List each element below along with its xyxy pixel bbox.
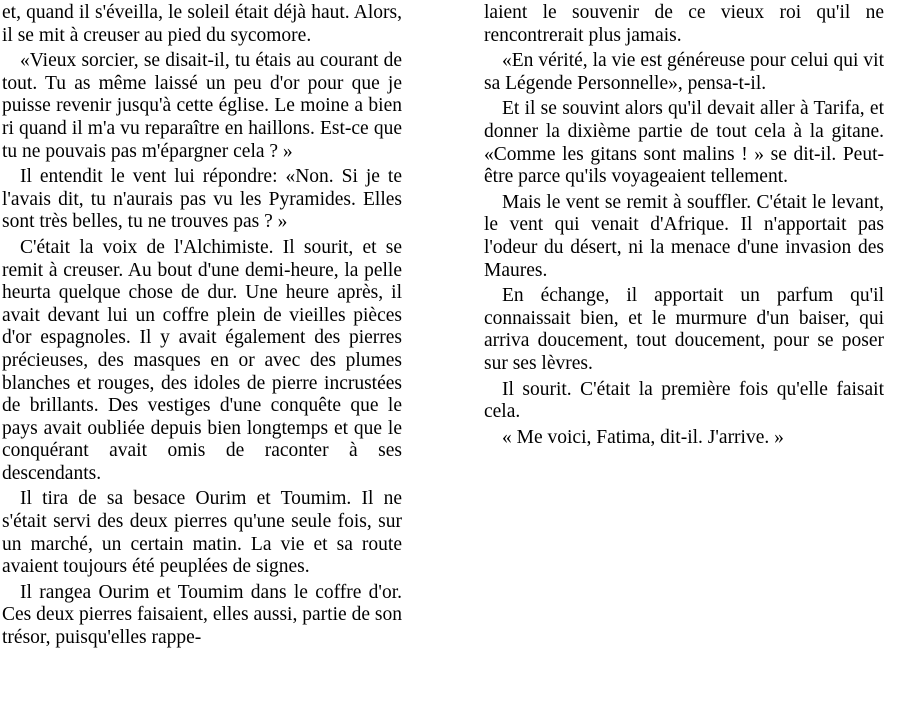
paragraph: C'était la voix de l'Alchimiste. Il sourit, et se remit à creuser. Au bout d'une demi-heure, la pelle heurta quelque chose de dur. Une heure après, il avait devant lui un coffre plein de vieilles pièces d'or espagnoles. Il y avait également des pierres précieuses, des masques en or avec des plumes blanches et rouges, des idoles de pierre incrustées de brillants. Des vestiges d'une conquête que le pays avait oubliée depuis bien longtemps et que le conquérant avait omis de raconter à ses descendants.: [2, 236, 402, 484]
paragraph: « Me voici, Fatima, dit-il. J'arrive. »: [502, 426, 784, 448]
paragraph: Et il se souvint alors qu'il devait aller à Tarifa, et donner la dixième partie de tout cela à la gitane. «Comme les gitans sont malins ! » se dit-il. Peut-être parce qu'ils voyageaient tellement.: [484, 98, 884, 188]
paragraph: En échange, il apportait un parfum qu'il connaissait bien, et le murmure d'un baiser, qui arriva doucement, tout doucement, pour se poser sur ses lèvres.: [484, 285, 884, 374]
paragraph: Il entendit le vent lui répondre: «Non. Si je te l'avais dit, tu n'aurais pas vu les Pyramides. Elles sont très belles, tu ne trouves pas ? »: [2, 166, 402, 233]
paragraph: «Vieux sorcier, se disait-il, tu étais au courant de tout. Tu as même laissé un peu d'or pour que je puisse revenir jusqu'à cette église. Le moine a bien ri quand il m'a vu reparaître en haillons. Est-ce que tu ne pouvais pas m'épargner cela ? »: [2, 50, 402, 162]
paragraph: laient le souvenir de ce vieux roi qu'il ne rencontrerait plus jamais.: [484, 2, 884, 46]
paragraph: Il tira de sa besace Ourim et Toumim. Il ne s'était servi des deux pierres qu'une seule fois, sur un marché, un certain matin. La vie et sa route avaient toujours été peuplées de signes.: [2, 488, 402, 578]
paragraph: Mais le vent se remit à souffler. C'était le levant, le vent qui venait d'Afrique. Il n'apportait pas l'odeur du désert, ni la menace d'une invasion des Maures.: [484, 191, 884, 281]
paragraph: «En vérité, la vie est généreuse pour celui qui vit sa Légende Personnelle», pensa-t-il.: [484, 50, 884, 94]
left-text-column: [2, 2, 402, 724]
paragraph: Il sourit. C'était la première fois qu'elle faisait cela.: [484, 378, 884, 423]
paragraph: et, quand il s'éveilla, le soleil était déjà haut. Alors, il se mit à creuser au pied du sycomore.: [2, 2, 402, 46]
right-text-column: [484, 2, 884, 724]
paragraph: Il rangea Ourim et Toumim dans le coffre d'or. Ces deux pierres faisaient, elles aussi, partie de son trésor, puisqu'elles rappe-: [2, 581, 402, 649]
